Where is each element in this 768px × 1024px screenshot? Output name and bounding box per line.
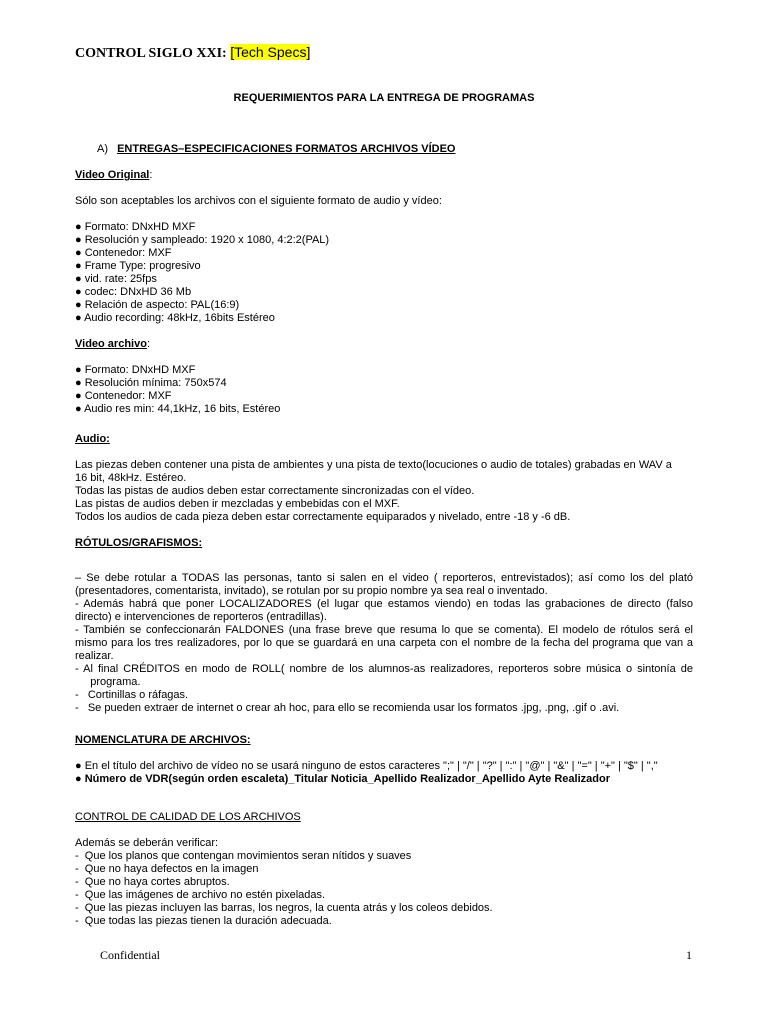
list-item: ● Formato: DNxHD MXF — [75, 221, 196, 233]
header-title: CONTROL SIGLO XXI: — [75, 46, 231, 61]
rotulos-line: - También se confeccionarán FALDONES (una frase breve que resuma lo que se comenta). El modelo de rótulos será el — [75, 624, 693, 636]
rotulos-line: directo) e intervenciones de reporteros (entradillas). — [75, 611, 327, 623]
list-item: ● codec: DNxHD 36 Mb — [75, 286, 192, 298]
rotulos-line: (presentadores, comentarista, invitado), se rotulan por su propio nombre ya sea real o inventado. — [75, 585, 548, 597]
page-header — [75, 44, 310, 62]
video-original-list — [75, 221, 695, 325]
tech-specs-highlight: [Tech Specs] — [230, 44, 311, 60]
rotulos-line: mismo para los tres realizadores, por lo que se guardará en una carpeta con el nombre de la fecha del programa que van a — [75, 637, 693, 649]
audio-line: Todos los audios de cada pieza deben estar correctamente equiparados y nivelado, entre -18 y -6 dB. — [75, 511, 571, 523]
list-item: - Que no haya defectos en la imagen — [75, 863, 259, 875]
list-item: ● Audio recording: 48kHz, 16bits Estéreo — [75, 312, 275, 324]
list-item: ● Audio res min: 44,1kHz, 16 bits, Estéreo — [75, 403, 281, 415]
list-item: ● Resolución mínima: 750x574 — [75, 377, 227, 389]
nomenclatura-rule: ● En el título del archivo de vídeo no se usará ninguno de estos caracteres ";" | "/" | "?" | ":" | "@" | "&" | "=" | "+" | "$" | "," — [75, 760, 658, 772]
section-a-title: ENTREGAS–ESPECIFICACIONES FORMATOS ARCHIVOS VÍDEO — [117, 143, 456, 155]
video-archivo-label: Video archivo — [75, 338, 147, 350]
video-archivo-colon: : — [146, 338, 150, 350]
rotulos-line: – Se debe rotular a TODAS las personas, tanto si salen en el video ( reporteros, entrevistados); así como los del plató — [75, 572, 693, 584]
rotulos-line: - Además habrá que poner LOCALIZADORES (el lugar que estamos viendo) en todas las grabaciones de directo (falso — [75, 598, 693, 610]
nomenclatura-heading: NOMENCLATURA DE ARCHIVOS: — [75, 734, 251, 746]
list-item: ● vid. rate: 25fps — [75, 273, 157, 285]
nomenclatura-body — [75, 760, 695, 786]
rotulos-line: - Cortinillas o ráfagas. — [75, 689, 189, 701]
control-calidad-heading: CONTROL DE CALIDAD DE LOS ARCHIVOS — [75, 811, 301, 823]
nomenclatura-pattern: ● Número de VDR(según orden escaleta)_Titular Noticia_Apellido Realizador_Apellido Ayte Realizador — [75, 773, 610, 785]
control-calidad-intro: Además se deberán verificar: — [75, 837, 219, 849]
video-archivo-list — [75, 364, 695, 416]
section-a-heading — [97, 143, 455, 156]
list-item: - Que los planos que contengan movimientos seran nítidos y suaves — [75, 850, 412, 862]
section-a-letter: A) — [97, 143, 108, 155]
document-title: REQUERIMIENTOS PARA LA ENTREGA DE PROGRAMAS — [233, 92, 535, 104]
video-archivo-heading — [75, 338, 150, 351]
footer-confidential: Confidential — [100, 948, 160, 962]
video-original-colon: : — [149, 169, 153, 181]
control-calidad-body — [75, 837, 695, 928]
list-item: - Que todas las piezas tienen la duración adecuada. — [75, 915, 332, 927]
list-item: ● Contenedor: MXF — [75, 247, 172, 259]
rotulos-line: - Se pueden extraer de internet o crear ah hoc, para ello se recomienda usar los formatos .jpg, .png, .gif o .avi. — [75, 702, 620, 714]
audio-line: Las piezas deben contener una pista de ambientes y una pista de texto(locuciones o audio de totales) grabadas en WAV a — [75, 459, 672, 471]
video-original-heading — [75, 169, 152, 182]
list-item: - Que no haya cortes abruptos. — [75, 876, 230, 888]
audio-line: Las pistas de audios deben ir mezcladas y embebidas con el MXF. — [75, 498, 400, 510]
list-item: - Que las piezas incluyen las barras, los negros, la cuenta atrás y los coleos debidos. — [75, 902, 493, 914]
audio-heading: Audio: — [75, 433, 110, 445]
video-original-intro: Sólo son aceptables los archivos con el siguiente formato de audio y vídeo: — [75, 195, 442, 207]
list-item: ● Resolución y sampleado: 1920 x 1080, 4:2:2(PAL) — [75, 234, 330, 246]
rotulos-line: programa. — [75, 676, 141, 688]
rotulos-body — [75, 572, 693, 715]
audio-line: Todas las pistas de audios deben estar correctamente sincronizadas con el vídeo. — [75, 485, 475, 497]
list-item: ● Contenedor: MXF — [75, 390, 172, 402]
rotulos-heading: RÓTULOS/GRAFISMOS: — [75, 537, 203, 549]
video-original-label: Video Original — [75, 169, 150, 181]
rotulos-line: - Al final CRÉDITOS en modo de ROLL( nombre de los alumnos-as realizadores, reporteros sobre música o sintonía de — [75, 663, 693, 675]
list-item: - Que las imágenes de archivo no estén pixeladas. — [75, 889, 326, 901]
list-item: ● Frame Type: progresivo — [75, 260, 201, 272]
audio-line: 16 bit, 48kHz. Estéreo. — [75, 472, 187, 484]
list-item: ● Relación de aspecto: PAL(16:9) — [75, 299, 240, 311]
page-number: 1 — [686, 948, 692, 962]
audio-body — [75, 459, 695, 524]
rotulos-line: realizar. — [75, 650, 114, 662]
list-item: ● Formato: DNxHD MXF — [75, 364, 196, 376]
